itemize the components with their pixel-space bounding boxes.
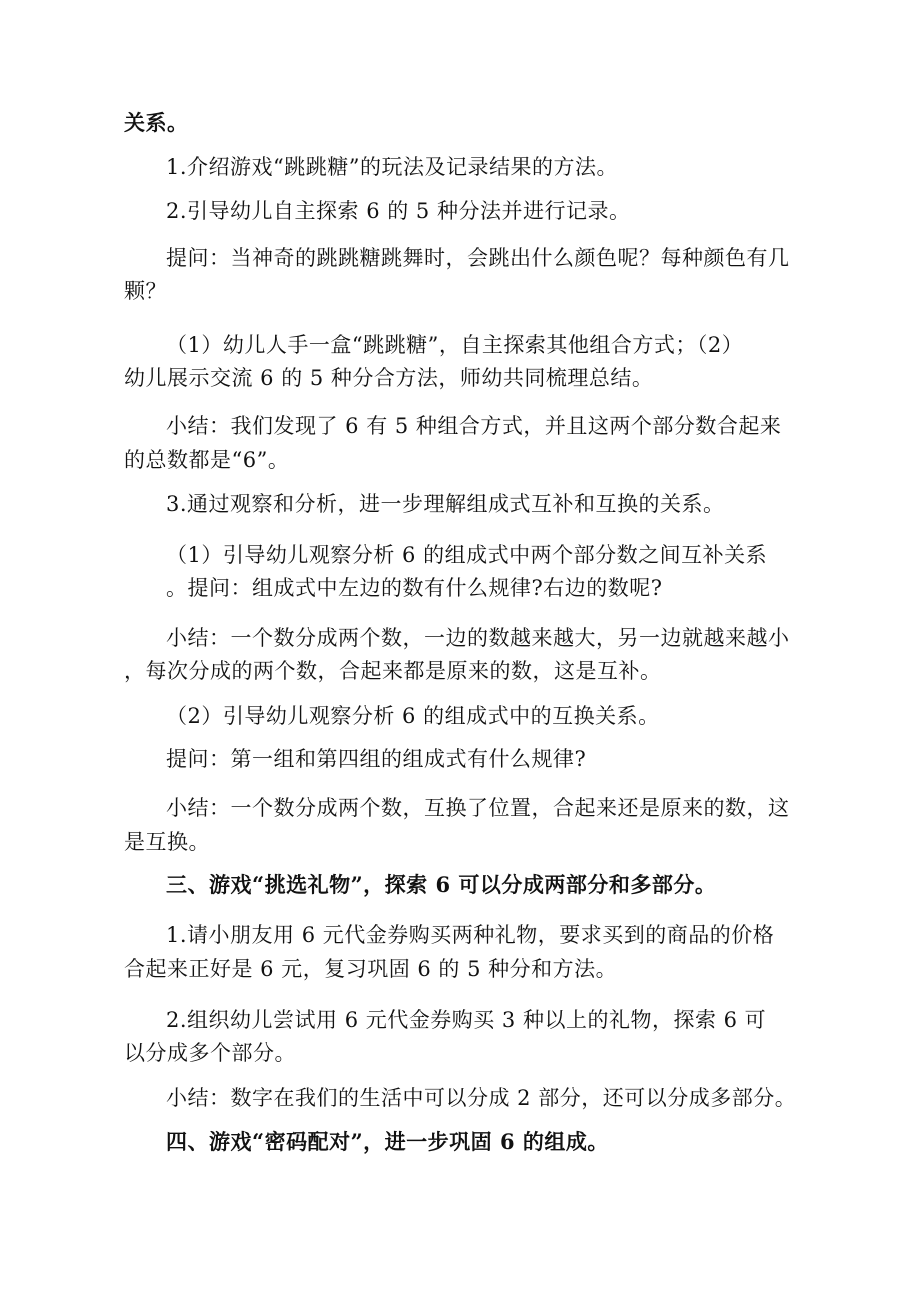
text-line-summary-4: 小结：数字在我们的生活中可以分成 2 部分，还可以分成多部分。 — [166, 1086, 797, 1110]
text-line-relation-end: 关系。 — [124, 110, 189, 135]
text-line-gift-2-cont: 以分成多个部分。 — [124, 1041, 296, 1065]
text-line-summary-3-cont: 是互换。 — [124, 830, 210, 854]
section-heading-4: 四、游戏“密码配对”，进一步巩固 6 的组成。 — [166, 1129, 609, 1154]
section-heading-3: 三、游戏“挑选礼物”，探索 6 可以分成两部分和多部分。 — [166, 872, 717, 897]
text-line-exchange-question: 提问：第一组和第四组的组成式有什么规律? — [166, 747, 587, 771]
text-line-summary-2: 小结：一个数分成两个数，一边的数越来越大，另一边就越来越小 — [166, 626, 790, 650]
text-line-step-3: 3.通过观察和分析，进一步理解组成式互补和互换的关系。 — [166, 492, 725, 516]
text-line-exchange: （2）引导幼儿观察分析 6 的组成式中的互换关系。 — [166, 704, 660, 728]
text-line-complement: （1）引导幼儿观察分析 6 的组成式中两个部分数之间互补关系 — [166, 543, 768, 567]
text-line-summary-3: 小结：一个数分成两个数，互换了位置，合起来还是原来的数，这 — [166, 796, 790, 820]
text-line-gift-2: 2.组织幼儿尝试用 6 元代金券购买 3 种以上的礼物，探索 6 可 — [166, 1008, 767, 1032]
text-line-gift-1: 1.请小朋友用 6 元代金券购买两种礼物，要求买到的商品的价格 — [166, 923, 775, 947]
text-line-step-2: 2.引导幼儿自主探索 6 的 5 种分法并进行记录。 — [166, 199, 631, 223]
text-line-gift-1-cont: 合起来正好是 6 元，复习巩固 6 的 5 种分和方法。 — [124, 957, 618, 981]
text-line-complement-question: 。提问：组成式中左边的数有什么规律?右边的数呢? — [166, 576, 663, 600]
text-line-step-1: 1.介绍游戏“跳跳糖”的玩法及记录结果的方法。 — [166, 155, 619, 179]
text-line-summary-1: 小结：我们发现了 6 有 5 种组合方式，并且这两个部分数合起来 — [166, 414, 782, 438]
text-line-summary-2-cont: ，每次分成的两个数，合起来都是原来的数，这是互补。 — [124, 659, 662, 683]
text-line-question-1: 提问：当神奇的跳跳糖跳舞时，会跳出什么颜色呢？每种颜色有几 — [166, 246, 790, 270]
text-line-activity-1: （1）幼儿人手一盒“跳跳糖”，自主探索其他组合方式；（2） — [166, 333, 744, 357]
text-line-activity-2: 幼儿展示交流 6 的 5 种分合方法，师幼共同梳理总结。 — [124, 366, 654, 390]
text-line-summary-1-cont: 的总数都是“6”。 — [124, 448, 290, 472]
text-line-question-1-cont: 颗？ — [124, 279, 167, 303]
